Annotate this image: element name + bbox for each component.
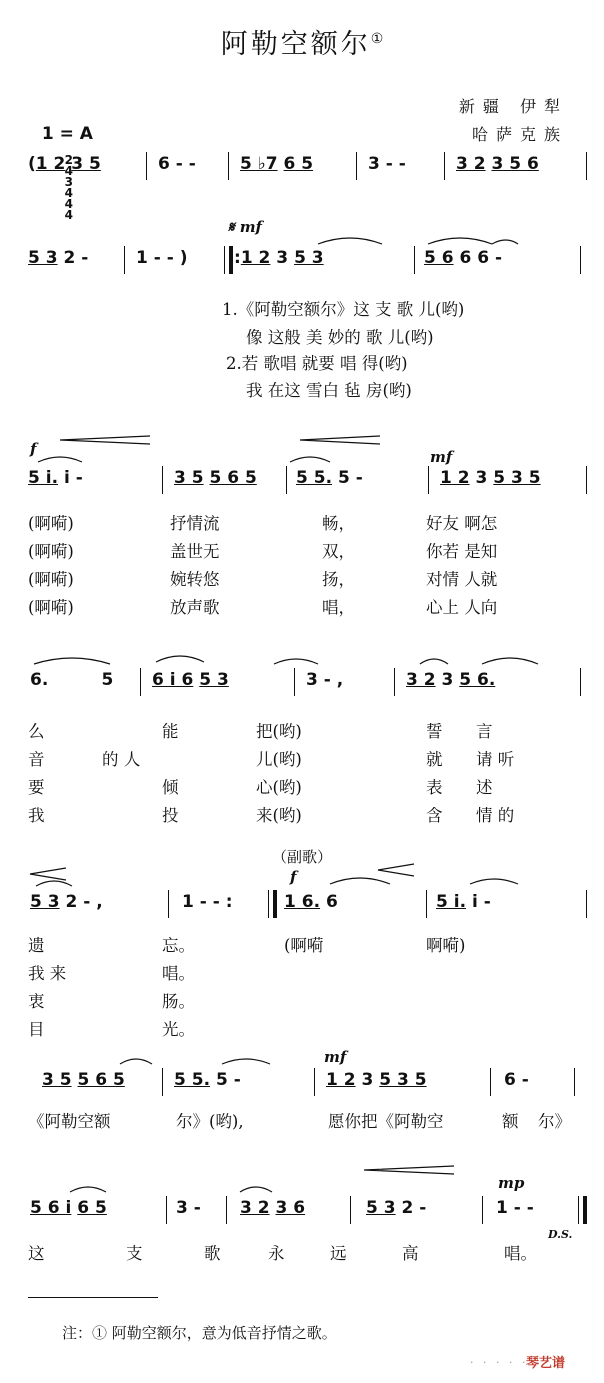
- slur: [470, 879, 518, 884]
- chorus-lyrics-1: 《阿勒空额 尔》(哟), 愿你把《阿勒空 额 尔》: [28, 1112, 571, 1131]
- verse-c-row-1: 么 能 把(哟) 誓 言: [28, 722, 493, 741]
- footnote-rule: [28, 1297, 158, 1298]
- watermark-logo: 琴艺谱: [526, 1356, 566, 1371]
- slur: [156, 656, 204, 662]
- score-line-3: f 5 i. i - 3 5 5 6 5 5 5. 5 - mf 1 2 3 5 3 5: [28, 466, 590, 496]
- verse-a-row-2: 像 这般 美 妙的 歌 儿(哟): [246, 328, 434, 347]
- title-text: 阿勒空额尔: [220, 29, 371, 60]
- decrescendo-hairpin: [30, 868, 66, 880]
- dynamic-mp: mp: [498, 1174, 525, 1192]
- origin-region: 新疆 伊犁: [458, 97, 568, 116]
- slur: [290, 457, 330, 462]
- verse-d-row-4: 目 光。: [28, 1020, 195, 1039]
- dynamic-f: f: [30, 440, 37, 458]
- chorus-lyrics-2: 这 支 歌 永 远 高 唱。: [28, 1244, 537, 1263]
- slur: [274, 659, 318, 664]
- slur: [482, 658, 538, 664]
- score-line-5: 5 3 2 - , 1 - - : f 1 6. 6 5 i. i -: [28, 890, 590, 920]
- slur: [492, 240, 518, 244]
- verse-a-row-3: 2.若 歌唱 就要 唱 得(哟): [226, 354, 408, 373]
- verse-a-row-4: 我 在这 雪白 毡 房(哟): [246, 381, 412, 400]
- slur: [70, 1187, 106, 1192]
- crescendo-hairpin: [60, 436, 150, 444]
- segno-mf-marking: 𝄋 mf: [228, 218, 263, 236]
- footnote: 注：① 阿勒空额尔，意为低音抒情之歌。: [62, 1324, 337, 1342]
- dynamic-f-2: f: [290, 868, 297, 886]
- verse-a-row-1: 1.《阿勒空额尔》这 支 歌 儿(哟): [222, 300, 465, 319]
- title-footnote-mark: ①: [370, 31, 384, 47]
- score-line-7: 5 6 i 6 5 3 - 3 2 3 6 5 3 2 - mp 1 - -: [28, 1196, 590, 1226]
- watermark-dots: · · · · ·: [470, 1356, 529, 1369]
- key-label: 1 = A: [41, 124, 93, 144]
- score-line-1: (1 2 3 5 6 - - 5 ♭7 6 5 3 - - 3 2 3 5 6: [28, 152, 590, 182]
- verse-d-row-2: 我 来 唱。: [28, 964, 195, 983]
- crescendo-hairpin: [364, 1166, 454, 1174]
- verse-d-row-1: 遗 忘。 (啊嗬 啊嗬): [28, 936, 466, 955]
- dynamic-mf-3: mf: [324, 1048, 347, 1066]
- slur: [36, 881, 72, 886]
- score-line-4: 6. 5 6 i 6 5 3 3 - , 3 2 3 5 6.: [28, 668, 590, 698]
- verse-b-row-3: (啊嗬) 婉转悠 扬， 对情 人就: [28, 570, 498, 589]
- slur: [240, 1187, 272, 1192]
- score-line-2: 5 3 2 - 1 - - ) :1 2 3 5 3 5 6 6 6 - 𝄋 mf: [28, 246, 590, 276]
- slur: [330, 878, 390, 884]
- verse-c-row-4: 我 投 来(哟) 含 情 的: [28, 806, 515, 825]
- verse-c-row-3: 要 倾 心(哟) 表 述: [28, 778, 493, 797]
- slur: [420, 659, 448, 664]
- slur: [318, 238, 382, 244]
- slur: [34, 658, 110, 664]
- slur: [120, 1059, 152, 1064]
- chorus-label: （副歌）: [272, 848, 333, 866]
- slur: [222, 1059, 270, 1064]
- verse-b-row-1: (啊嗬) 抒情流 畅， 好友 啊怎: [28, 514, 498, 533]
- decrescendo-hairpin: [378, 864, 414, 876]
- da-segno: D.S.: [548, 1228, 573, 1241]
- score-line-6: 3 5 5 6 5 5 5. 5 - mf 1 2 3 5 3 5 6 -: [28, 1068, 590, 1098]
- crescendo-hairpin: [300, 436, 380, 444]
- verse-c-row-2: 音 的 人 儿(哟) 就 请 听: [28, 750, 515, 769]
- verse-d-row-3: 衷 肠。: [28, 992, 195, 1011]
- verse-b-row-2: (啊嗬) 盖世无 双， 你若 是知: [28, 542, 498, 561]
- dynamic-mf-2: mf: [430, 448, 453, 466]
- slur: [428, 238, 492, 244]
- time-signature-list: 2 4 3 4 4 4: [64, 153, 73, 222]
- verse-b-row-4: (啊嗬) 放声歌 唱， 心上 人向: [28, 598, 498, 617]
- slur: [38, 457, 82, 462]
- origin-ethnicity: 哈萨克族: [471, 125, 568, 144]
